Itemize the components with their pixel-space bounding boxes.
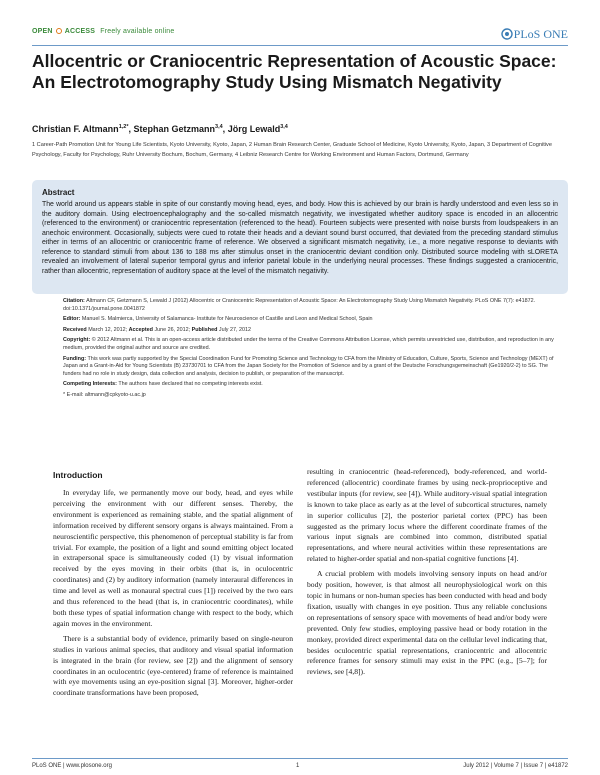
funding-label: Funding: (63, 355, 87, 362)
received-label: Received (63, 326, 87, 333)
footer-issue: July 2012 | Volume 7 | Issue 7 | e41872 (463, 763, 568, 769)
open-access-lock-icon (56, 28, 62, 34)
editor-line (63, 316, 559, 324)
dates-line (63, 327, 559, 335)
email-line[interactable] (63, 392, 559, 400)
published-label: Published (191, 326, 218, 333)
page-footer (32, 763, 568, 773)
received-date: March 12, 2012; (88, 326, 128, 333)
article-title: Allocentric or Craniocentric Representation of Acoustic Space: An Electrotomography Study Using Mismatch Negativity (32, 51, 557, 92)
author-1[interactable]: Christian F. Altmann (32, 124, 119, 134)
abstract-box (32, 180, 568, 294)
citation-text: Altmann CF, Getzmann S, Lewald J (2012) Allocentric or Craniocentric Representation of Acoustic Space: An Electrotomography Study Using Mismatch Negativity. PLoS ONE 7(7): e41872. doi:10.1371/journal.pone.0041872 (63, 298, 536, 312)
logo-text: PLoS ONE (513, 26, 568, 41)
copyright-text: © 2012 Altmann et al. This is an open-access article distributed under the terms of the Creative Commons Attribution License, which permits unrestricted use, distribution, and reproduction in any medium, provided the original author and source are credited. (63, 337, 554, 351)
intro-paragraph-1: In everyday life, we permanently move our body, head, and eyes while perceiving the environment with our different senses. Thereby, the environment is experienced as remaining stable, and the spatial alignment of information received by different sensory organs is always maintained. From a neuroscientific perspective, this phenomenon of perceptual stability is far from trivial. For example, the position of a light and sound emitting object located in extrapersonal space is simultaneously coded (1) by visual information received by the eyes moving in their orbits (that is, in oculocentric coordinates) and (2) by auditory information (namely interaural differences in time and level as well as monaural spectral cues [1]) received by the two ears and thus referenced to the head (that is, in craniocentric coordinates), while both these types of spatial information change with respect to the body, which again moves in the environment. (53, 488, 293, 628)
open-access-label: OPEN (32, 28, 53, 35)
header-rule (32, 45, 568, 46)
footer-journal[interactable]: PLoS ONE | www.plosone.org (32, 763, 112, 769)
intro-left-column (53, 488, 293, 703)
editor-label: Editor: (63, 316, 81, 323)
open-access-badge (32, 28, 174, 35)
citation-line (63, 298, 559, 313)
intro-paragraph-3: resulting in craniocentric (head-referenced), body-referenced, and world-referenced (allocentric) coordinate frames by using neck-proprioceptive and vestibular inputs (for review, see [4]). While auditory-visual spatial integration is known to take place as early as at the level of subcortical structures, namely in superior colliculus [2], the posterior parietal cortex (PPC) has been suggested as the primary locus where the different coordinate frames of the various input signals are combined into common, distributed spatial representations, and where neural activities within these representations are related to higher-order spatial and non-spatial cognitive functions [4]. (307, 467, 547, 564)
author-3-affil: 3,4 (280, 124, 288, 130)
competing-label: Competing Interests: (63, 381, 117, 388)
plos-one-logo[interactable] (501, 26, 568, 42)
author-list: Christian F. Altmann$^{1,2*}$, Stephan Getzmann$^{3,4}$, Jörg Lewald$^{3,4}$ (32, 124, 288, 134)
article-metadata (63, 298, 559, 403)
abstract-heading: Abstract (42, 188, 75, 197)
journal-header (32, 26, 568, 44)
editor-text: Manuel S. Malmierca, University of Salamanca- Institute for Neuroscience of Castille and Leon and Medical School, Spain (81, 316, 373, 323)
funding-text: This work was partly supported by the Special Coordination Fund for Promoting Science and Technology to CFA from the Ministry of Education, Culture, Sports, Science and Technology (MEXT) of Japan and a Grant-in-Aid for Young Scientists (B) 23730701 to CFA from the Japan Society for the Promotion of Science and by a grant of the Deutsche Forschungsgemeinschaft (Ge1920/2-2) to SG. The funders had no role in study design, data collection and analysis, decision to publish, or preparation of the manuscript. (63, 355, 554, 377)
funding-line (63, 356, 559, 379)
copyright-line (63, 337, 559, 352)
affiliations: 1 Career-Path Promotion Unit for Young Life Scientists, Kyoto University, Kyoto, Japan, 2 Human Brain Research Center, Graduate School of Medicine, Kyoto University, Kyoto, Japan, 3 Department of Cognitive Psychology, Faculty for Psychology, Ruhr University Bochum, Bochum, Germany, 4 Leibniz Research Centre for Working Environment and Human Factors, Dortmund, Germany (32, 142, 552, 158)
plos-logo-icon (501, 28, 513, 40)
introduction-heading: Introduction (53, 470, 103, 480)
citation-label: Citation: (63, 298, 85, 304)
intro-paragraph-2: There is a substantial body of evidence, primarily based on single-neuron studies in various animal species, that auditory and visual spatial information is integrated in the brain (for review, see [2]) and the alignment of sensory coordinates in an oculocentric (eye-centered) frame of reference is maintained with eye movements using an eye-position signal [3]. Moreover, higher-order coordinate transformations have been proposed, (53, 633, 293, 698)
author-3[interactable]: Jörg Lewald (227, 124, 281, 134)
footer-page-number: 1 (296, 763, 300, 769)
intro-paragraph-4: A crucial problem with models involving sensory inputs on head and/or body position, however, is that almost all neurophysiological work on this topic in humans or non-human species has been conducted with head and body fixation, usually with changes in eye position. Thus any reliable conclusions on representations of sensory space with movements of head and/or body were prevented. Only few studies, employing passive head or body rotation in the monkey, provided direct experimental data on the cellular level indicating that, besides oculocentric spatial representations, craniocentric and allocentric reference frames for sensory stimuli may exist in the PPC (e.g., [5–7]; for reviews, see [4,8]). (307, 569, 547, 677)
accepted-label: Accepted (128, 326, 153, 333)
abstract-text: The world around us appears stable in spite of our constantly moving head, eyes, and body. How this is achieved by our brain is hardly understood and even less so in the auditory domain. Using electroencephalography and the so-called mismatch negativity, we investigated whether auditory space is encoded in an allocentric (referenced to the environment) or craniocentric representation (referenced to the head). Fourteen subjects were presented with noise bursts from loudspeakers in an anechoic environment. Occasionally, subjects were cued to rotate their heads and a deviant sound burst occurred, that deviated from the preceding standard stimulus either in terms of an allocentric or craniocentric frame of reference. We observed a significant mismatch negativity, i.e., a more negative response to deviants with reference to standard stimuli from about 136 to 188 ms after stimulus onset in the craniocentric deviant condition only. Distributed source modeling with sLORETA revealed an involvement of lateral superior temporal gyrus and inferior parietal lobule in the underlying neural processes. These findings suggested a craniocentric, rather than allocentric, representation of auditory space at the level of the mismatch negativity. (42, 201, 558, 275)
author-2-affil: 3,4 (215, 124, 223, 130)
accepted-date: June 26, 2012; (154, 326, 191, 333)
competing-interests-line (63, 381, 559, 389)
author-2[interactable]: Stephan Getzmann (133, 124, 216, 134)
corresponding-email[interactable]: * E-mail: altmann@cpkyoto-u.ac.jp (63, 391, 146, 398)
competing-text: The authors have declared that no competing interests exist. (118, 381, 263, 388)
footer-rule (32, 758, 568, 759)
open-access-label-rest: ACCESS (64, 28, 96, 35)
author-1-affil: 1,2* (118, 124, 129, 130)
intro-right-column (307, 467, 547, 682)
published-date: July 27, 2012 (218, 326, 251, 333)
copyright-label: Copyright: (63, 337, 91, 344)
free-available-label: Freely available online (100, 28, 175, 35)
